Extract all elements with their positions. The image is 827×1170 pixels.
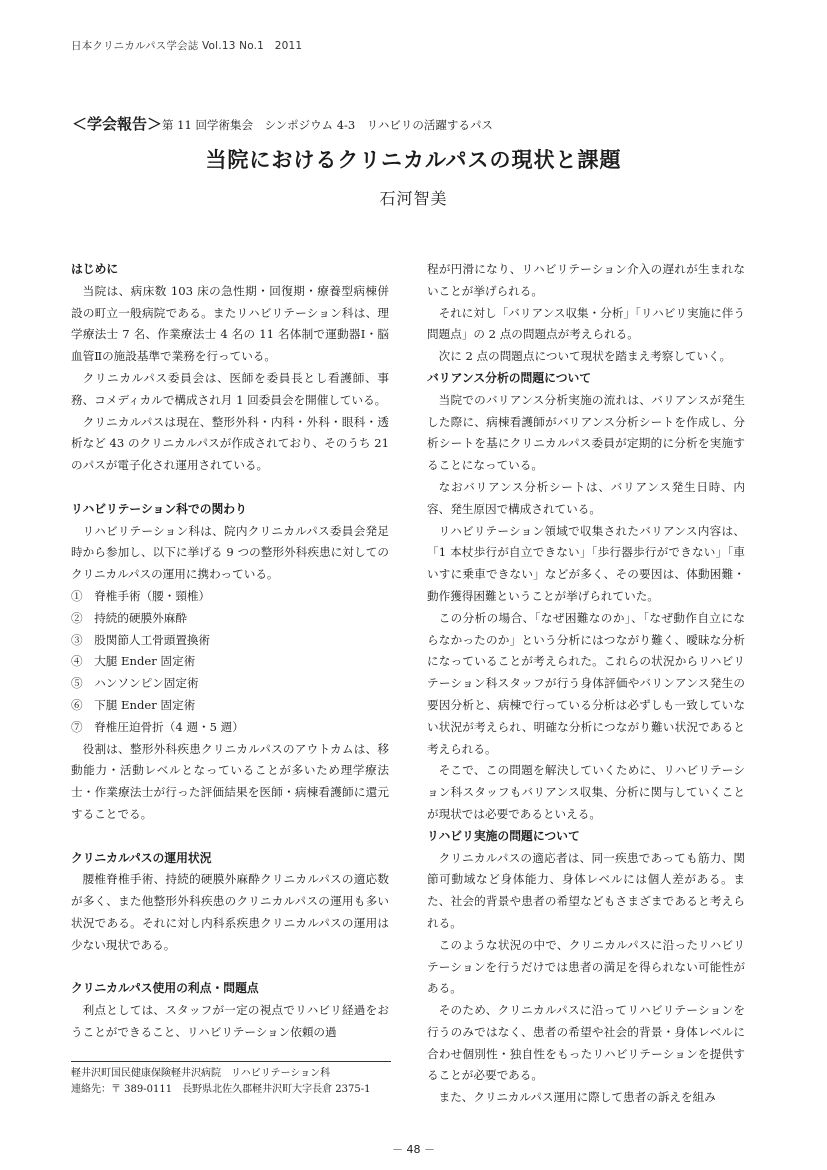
page-number: － 48 － — [392, 1143, 435, 1156]
list-item: ① 脊椎手術（腰・頸椎） — [71, 588, 211, 603]
author-affiliation — [71, 1066, 370, 1097]
paragraph: 腰椎脊椎手術、持続的硬膜外麻酔クリニカルパスの適応数が多く、また他整形外科疾患のクリニカルパスの運用も多い状況である。それに対し内科系疾患クリニカルパスの運用は少ない現状である。 — [71, 872, 389, 952]
report-type-label: ＜学会報告＞ — [72, 115, 163, 133]
paragraph: 当院は、病床数 103 床の急性期・回復期・療養型病棟併設の町立一般病院である。またリハビリテーション科は、理学療法士 7 名、作業療法士 4 名の 11 名体制で運動器Ⅰ・脳血管Ⅱの施設基準で業務を行っている。 — [71, 283, 389, 364]
list-item: ③ 股関節人工骨頭置換術 — [71, 632, 211, 647]
paragraph: このような状況の中で、クリニカルパスに沿ったリハビリテーションを行うだけでは患者の満足を得られない可能性がある。 — [427, 937, 745, 996]
footnote-divider — [71, 1061, 391, 1062]
section-heading: バリアンス分析の問題について — [427, 370, 592, 385]
contact-address: 連絡先：〒 389-0111 長野県北佐久郡軽井沢町大字長倉 2375-1 — [71, 1083, 371, 1095]
paragraph: また、クリニカルパス運用に際して患者の訴えを組み — [438, 1090, 716, 1105]
paragraph: それに対し「バリアンス収集・分析」「リハビリ実施に伴う問題点」の 2 点の問題点が考えられる。 — [427, 305, 745, 342]
list-item: ② 持続的硬膜外麻酔 — [71, 610, 187, 625]
section-heading: リハビリテーション科での関わり — [71, 501, 247, 516]
right-column — [427, 259, 745, 1109]
paragraph: そこで、この問題を解決していくために、リハビリテーション科スタッフもバリアンス収集、分析に関与していくことが現状では必要であるといえる。 — [427, 763, 745, 821]
paragraph: 程が円滑になり、リハビリテーション介入の遅れが生まれないことが挙げられる。 — [427, 262, 745, 298]
paragraph: この分析の場合、「なぜ困難なのか」、「なぜ動作自立にならなかったのか」という分析にはつながり難く、曖昧な分析になっていることが考えられた。これらの状況からリハビリテーション科スタッフが行う身体評価やバリンアンス発生の要因分析と、病棟で行っている分析は必ずしも一致していない状況が考えられ、明確な分析につながり難い状況であると考えられる。 — [427, 610, 745, 756]
paragraph: そのため、クリニカルパスに沿ってリハビリテーションを行うのみではなく、患者の希望や社会的背景・身体レベルに合わせ個別性・独自性をもったリハビリテーションを提供することが必要である。 — [427, 1003, 745, 1083]
article-category — [72, 113, 493, 134]
paragraph: なおバリアンス分析シートは、バリアンス発生日時、内容、発生原因で構成されている。 — [427, 479, 745, 516]
paragraph: リハビリテーション科は、院内クリニカルパス委員会発足時から参加し、以下に挙げる 9 つの整形外科疾患に対してのクリニカルパスの運用に携わっている。 — [71, 523, 389, 582]
paragraph: クリニカルパス委員会は、医師を委員長とし看護師、事務、コメディカルで構成され月 1 回委員会を開催している。 — [71, 370, 389, 407]
paragraph: クリニカルパスは現在、整形外科・内科・外科・眼科・透析など 43 のクリニカルパスが作成されており、そのうち 21 のパスが電子化され運用されている。 — [71, 414, 389, 473]
list-item: ⑥ 下腿 Ender 固定術 — [71, 697, 196, 712]
journal-header: 日本クリニカルパス学会誌 Vol.13 No.1 2011 — [71, 40, 303, 52]
disease-list — [71, 586, 389, 739]
list-item: ④ 大腿 Ender 固定術 — [71, 654, 196, 669]
paragraph: 当院でのバリアンス分析実施の流れは、バリアンスが発生した際に、病棟看護師がバリアンス分析シートを作成し、分析シートを基にクリニカルパス委員が定期的に分析を実施することになっている。 — [427, 392, 745, 473]
section-heading: クリニカルパス使用の利点・問題点 — [71, 981, 259, 996]
section-heading: はじめに — [71, 262, 119, 276]
author-name: 石河智美 — [379, 189, 448, 208]
paragraph: クリニカルパスの適応者は、同一疾患であっても筋力、関節可動域など身体能力、身体レベルには個人差がある。また、社会的背景や患者の希望などもさまざまであると考えられる。 — [427, 850, 745, 930]
section-heading: クリニカルパスの運用状況 — [71, 850, 212, 865]
paragraph: 次に 2 点の問題点について現状を踏まえ考察していく。 — [438, 349, 732, 364]
paragraph: 役割は、整形外科疾患クリニカルパスのアウトカムは、移動能力・活動レベルとなっていることが多いため理学療法士・作業療法士が行った評価結果を医師・病棟看護師に還元することでる。 — [71, 741, 389, 821]
list-item: ⑦ 脊椎圧迫骨折（4 週・5 週） — [71, 719, 244, 734]
article-title: 当院におけるクリニカルパスの現状と課題 — [205, 148, 622, 172]
affiliation-text: 軽井沢町国民健康保険軽井沢病院 リハビリテーション科 — [71, 1068, 331, 1079]
paragraph: リハビリテーション領域で収集されたバリアンス内容は、「1 本杖歩行が自立できない」「歩行器歩行ができない」「車いすに乗車できない」などが多く、その要因は、体動困難・動作獲得困難ということが挙げられていた。 — [427, 523, 745, 603]
list-item: ⑤ ハンソンピン固定術 — [71, 676, 199, 691]
section-heading: リハビリ実施の問題について — [427, 828, 580, 843]
paragraph: 利点としては、スタッフが一定の視点でリハビリ経過をおうことができること、リハビリテーション依頼の過 — [71, 1003, 389, 1039]
left-column — [71, 259, 389, 1044]
session-label: 第 11 回学術集会 シンポジウム 4-3 リハビリの活躍するパス — [162, 118, 493, 132]
